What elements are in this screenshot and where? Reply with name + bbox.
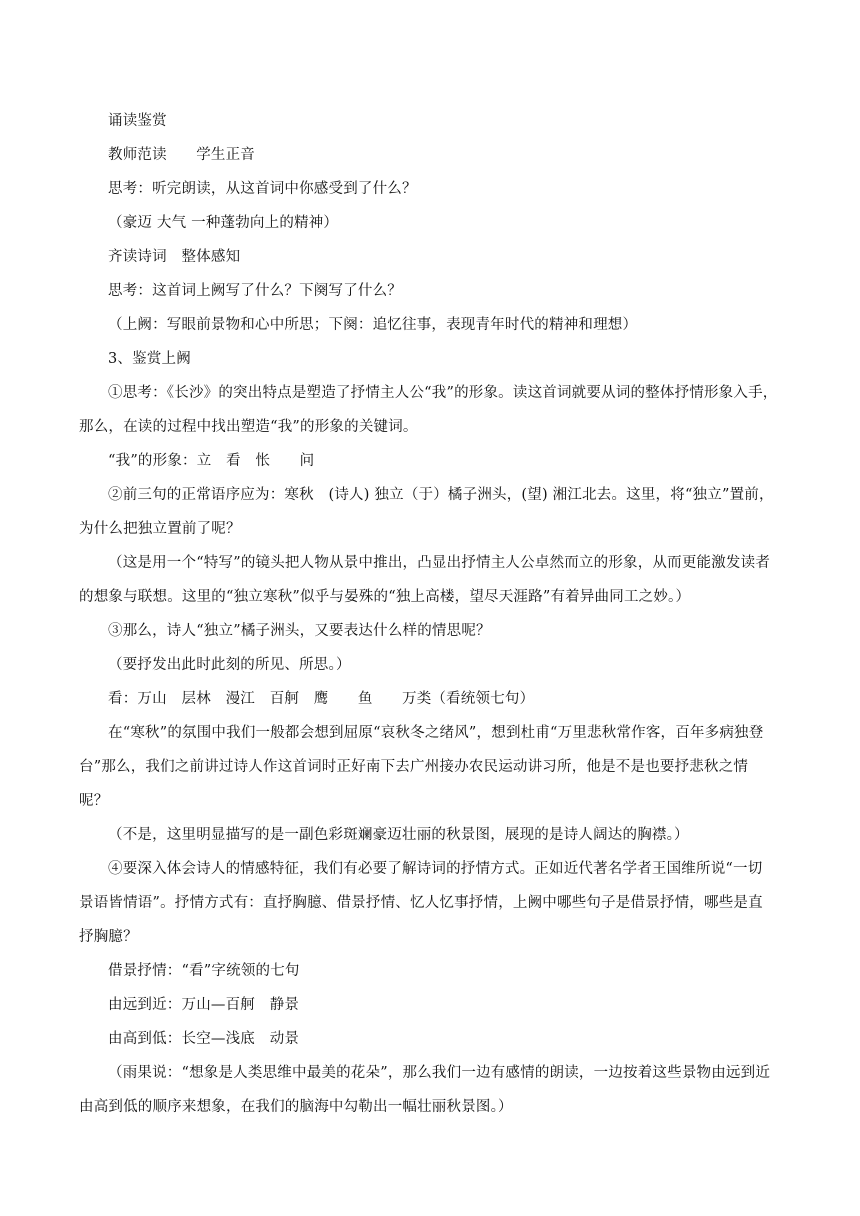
paragraph-line: （不是，这里明显描写的是一副色彩斑斓豪迈壮丽的秋景图，展现的是诗人阔达的胸襟。） [108, 827, 689, 843]
paragraph-line: （要抒发出此时此刻的所见、所思。） [108, 657, 351, 673]
paragraph-line: 教师范读 学生正音 [108, 147, 255, 163]
paragraph-line: ③那么，诗人“独立”橘子洲头，又要表达什么样的情思呢？ [108, 623, 491, 639]
paragraph-line: （这是用一个“特写”的镜头把人物从景中推出，凸显出抒情主人公卓然而立的形象，从而更能激发读者 [108, 555, 771, 571]
paragraph-line: 在“寒秋”的氛围中我们一般都会想到屈原“哀秋冬之绪风”，想到杜甫“万里悲秋常作客，百年多病独登 [108, 725, 764, 741]
paragraph-line: 由远到近：万山—百舸 静景 [108, 997, 300, 1013]
paragraph-line: 为什么把独立置前了呢？ [79, 521, 241, 537]
paragraph-line: 由高到低：长空—浅底 动景 [108, 1031, 300, 1047]
paragraph-line: （上阙：写眼前景物和心中所思；下阕：追忆往事，表现青年时代的精神和理想） [108, 317, 638, 333]
paragraph-line: ②前三句的正常语序应为：寒秋 (诗人) 独立（于）橘子洲头，(望) 湘江北去。这里，将“独立”置前， [108, 487, 774, 503]
paragraph-line: 借景抒情：“看”字统领的七句 [108, 963, 300, 979]
paragraph-line: 台”那么，我们之前讲过诗人作这首词时正好南下去广州接办农民运动讲习所，他是不是也要抒悲秋之情 [79, 759, 749, 775]
paragraph-line: 看：万山 层林 漫江 百舸 鹰 鱼 万类（看统领七句） [108, 691, 535, 707]
paragraph-line: “我”的形象：立 看 怅 问 [108, 453, 315, 469]
paragraph-line: 思考：听完朗读，从这首词中你感受到了什么？ [108, 181, 417, 197]
paragraph-line: 齐读诗词 整体感知 [108, 249, 241, 265]
paragraph-line: 的想象与联想。这里的“独立寒秋”似乎与晏殊的“独上高楼，望尽天涯路”有着异曲同工之妙。） [79, 589, 691, 605]
paragraph-line: （雨果说：“想象是人类思维中最美的花朵”，那么我们一边有感情的朗读，一边按着这些景物由远到近 [108, 1065, 771, 1081]
section-heading: 3、鉴赏上阙 [108, 351, 191, 367]
paragraph-line: （豪迈 大气 一种蓬勃向上的精神） [108, 215, 339, 231]
paragraph-line: 思考：这首词上阙写了什么？下阕写了什么？ [108, 283, 402, 299]
paragraph-line: 抒胸臆？ [79, 929, 138, 945]
section-heading: 诵读鉴赏 [108, 113, 167, 129]
paragraph-line: 景语皆情语”。抒情方式有：直抒胸臆、借景抒情、忆人忆事抒情，上阙中哪些句子是借景抒情，哪些是直 [79, 895, 763, 911]
paragraph-line: 由高到低的顺序来想象，在我们的脑海中勾勒出一幅壮丽秋景图。） [79, 1099, 513, 1115]
paragraph-line: 那么，在读的过程中找出塑造“我”的形象的关键词。 [79, 419, 418, 435]
paragraph-line: ①思考：《长沙》的突出特点是塑造了抒情主人公“我”的形象。读这首词就要从词的整体抒情形象入手， [108, 385, 778, 401]
paragraph-line: ④要深入体会诗人的情感特征，我们有必要了解诗词的抒情方式。正如近代著名学者王国维所说“一切 [108, 861, 763, 877]
paragraph-line: 呢？ [79, 793, 109, 809]
